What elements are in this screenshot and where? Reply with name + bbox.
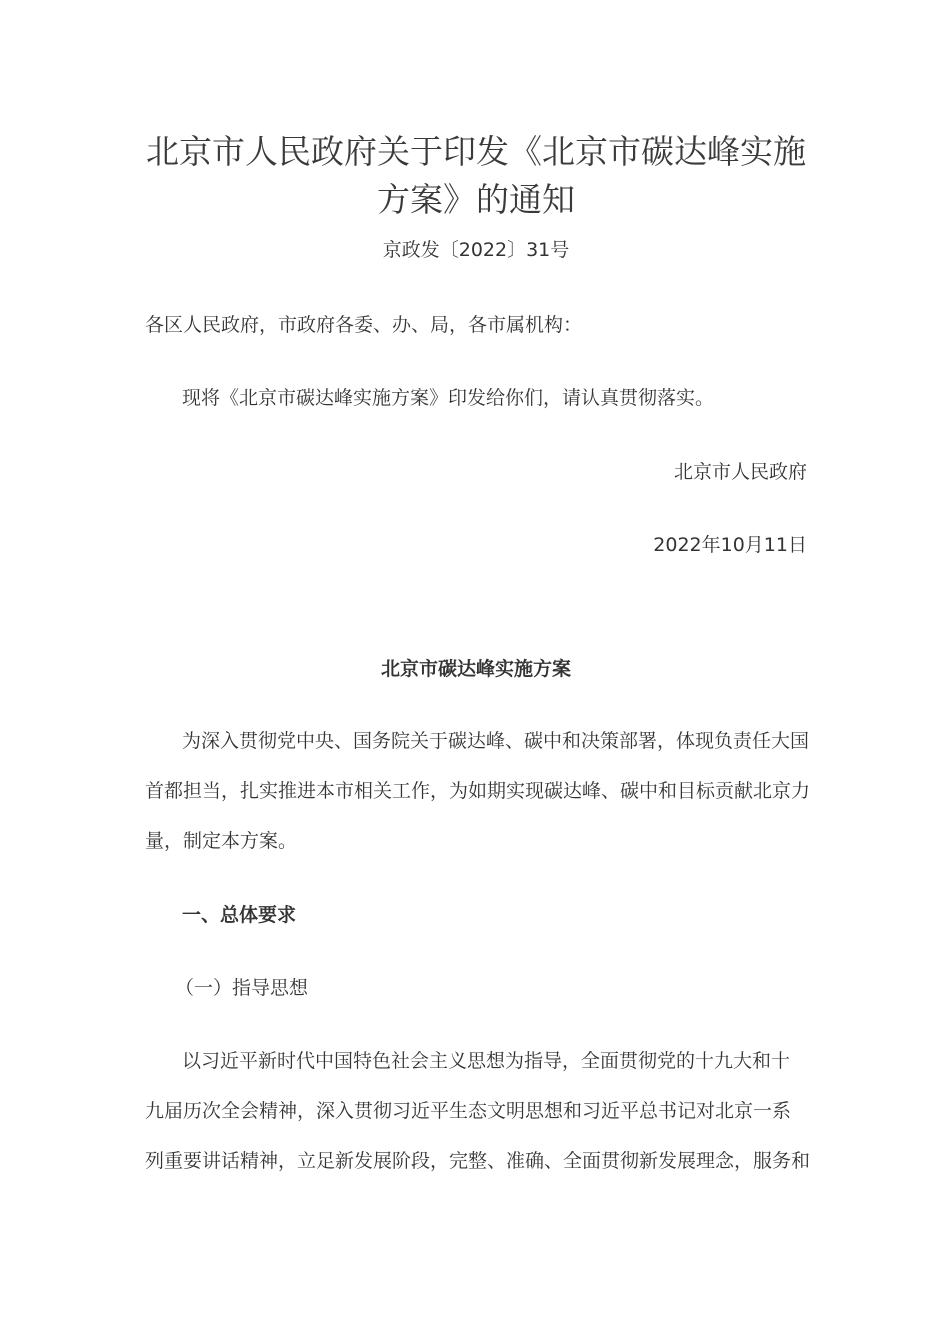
document-number: 京政发〔2022〕31号	[382, 239, 570, 261]
intro-line-2: 首都担当，扎实推进本市相关工作，为如期实现碳达峰、碳中和目标贡献北京力	[145, 780, 811, 802]
subsection-heading: （一）指导思想	[175, 977, 309, 999]
issuer-signature: 北京市人民政府	[673, 461, 807, 483]
intro-line-1: 为深入贯彻党中央、国务院关于碳达峰、碳中和决策部署，体现负责任大国	[182, 730, 810, 752]
guiding-paragraph	[145, 1036, 811, 1186]
plan-title: 北京市碳达峰实施方案	[380, 658, 571, 680]
guiding-line-3: 列重要讲话精神，立足新发展阶段，完整、准确、全面贯彻新发展理念，服务和	[145, 1150, 811, 1172]
notice-title-line-1: 北京市人民政府关于印发《北京市碳达峰实施	[146, 132, 806, 171]
notice-title	[145, 128, 807, 224]
guiding-line-1: 以习近平新时代中国特色社会主义思想为指导，全面贯彻党的十九大和十	[182, 1050, 791, 1072]
intro-line-3: 量，制定本方案。	[145, 830, 298, 852]
intro-paragraph	[145, 716, 811, 866]
notice-body: 现将《北京市碳达峰实施方案》印发给你们，请认真贯彻落实。	[182, 387, 715, 409]
guiding-line-2: 九届历次全会精神，深入贯彻习近平生态文明思想和习近平总书记对北京一系	[145, 1100, 792, 1122]
issue-date: 2022年10月11日	[653, 534, 807, 556]
notice-title-line-2: 方案》的通知	[377, 180, 575, 219]
addressee: 各区人民政府，市政府各委、办、局，各市属机构：	[145, 314, 583, 336]
section-heading: 一、总体要求	[182, 904, 297, 926]
